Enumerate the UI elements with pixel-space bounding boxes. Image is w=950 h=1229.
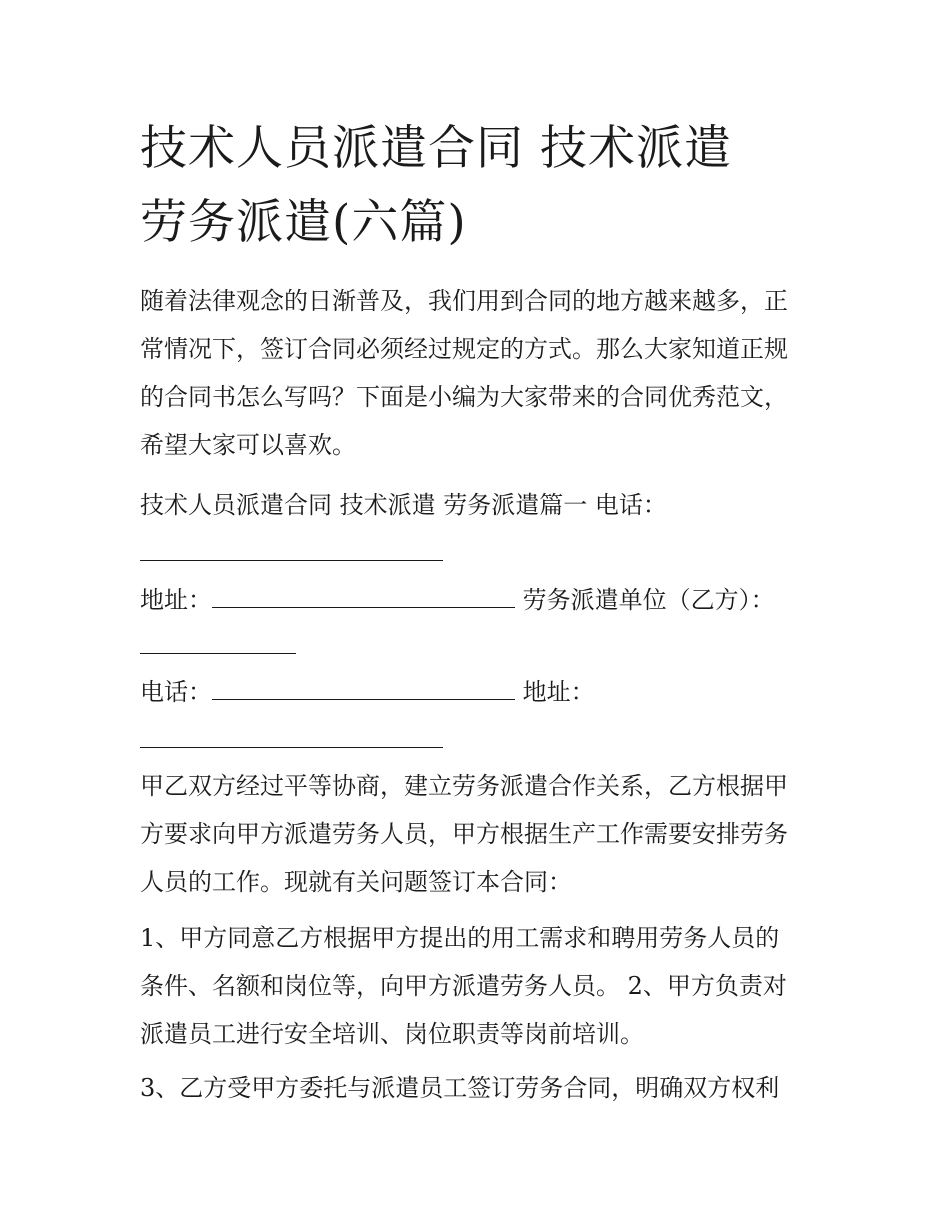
address-label: 地址： bbox=[140, 586, 212, 614]
intro-line: 常情况下，签订合同必须经过规定的方式。那么大家知道正规 bbox=[140, 335, 788, 363]
phone-blank bbox=[140, 540, 443, 561]
phone-blank-line bbox=[140, 529, 443, 577]
intro-line: 随着法律观念的日渐普及，我们用到合同的地方越来越多，正 bbox=[140, 287, 788, 315]
address-2-blank-line bbox=[140, 716, 443, 764]
section-heading: 技术人员派遣合同 技术派遣 劳务派遣篇一 电话： bbox=[140, 491, 667, 519]
clause-3-paragraph bbox=[140, 1064, 830, 1112]
address-2-blank bbox=[140, 727, 443, 748]
clause-line: 派遣员工进行安全培训、岗位职责等岗前培训。 bbox=[140, 1020, 644, 1048]
phone-label: 电话： bbox=[140, 678, 212, 706]
phone-row bbox=[140, 668, 595, 716]
title-line-2: 劳务派遣(六篇) bbox=[140, 195, 467, 250]
intro-line: 的合同书怎么写吗？下面是小编为大家带来的合同优秀范文， bbox=[140, 383, 788, 411]
dispatch-unit-blank bbox=[140, 633, 296, 654]
address-row bbox=[140, 576, 775, 624]
title-line-1: 技术人员派遣合同 技术派遣 bbox=[140, 121, 732, 176]
agreement-line: 人员的工作。现就有关问题签订本合同： bbox=[140, 868, 572, 896]
address-label-2: 地址： bbox=[522, 678, 595, 706]
agreement-line: 甲乙双方经过平等协商，建立劳务派遣合作关系，乙方根据甲 bbox=[140, 772, 788, 800]
clause-line: 1、甲方同意乙方根据甲方提出的用工需求和聘用劳务人员的 bbox=[140, 924, 780, 952]
dispatch-unit-label: 劳务派遣单位（乙方）： bbox=[522, 586, 775, 614]
agreement-line: 方要求向甲方派遣劳务人员，甲方根据生产工作需要安排劳务 bbox=[140, 820, 788, 848]
phone-field-blank bbox=[212, 679, 515, 700]
document-title bbox=[140, 112, 820, 260]
agreement-paragraph bbox=[140, 762, 830, 906]
clause-line: 3、乙方受甲方委托与派遣员工签订劳务合同，明确双方权利 bbox=[140, 1074, 780, 1102]
dispatch-unit-blank-line bbox=[140, 622, 296, 670]
clause-1-paragraph bbox=[140, 914, 830, 1058]
intro-paragraph bbox=[140, 277, 830, 469]
intro-line: 希望大家可以喜欢。 bbox=[140, 431, 356, 459]
address-blank bbox=[212, 587, 515, 608]
clause-line: 条件、名额和岗位等，向甲方派遣劳务人员。 2、甲方负责对 bbox=[140, 972, 787, 1000]
